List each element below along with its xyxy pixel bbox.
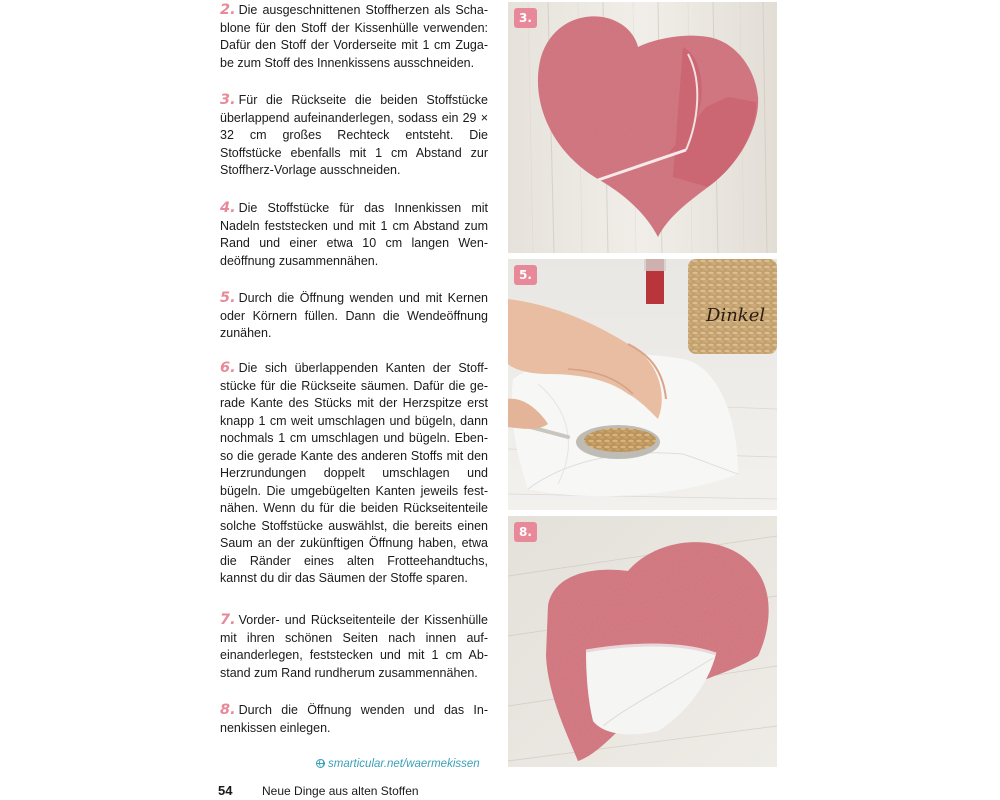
jar-label: Dinkel xyxy=(706,305,766,326)
step-text: Vorder- und Rückseitenteile der Kissenhülle mit ihren schönen Seiten nach innen aufeinanderlegen, feststecken und mit 1 cm Abstand zum Rand rundherum zusammennähen. xyxy=(220,613,488,680)
step-5 xyxy=(220,290,488,343)
step-text: Die ausgeschnittenen Stoffherzen als Schablone für den Stoff der Kissenhülle verwenden: Dafür den Stoff der Vorderseite mit 1 cm Zugabe zum Stoff des Innenkissens ausschneiden. xyxy=(220,3,488,70)
step-4 xyxy=(220,200,488,270)
photo-badge: 5. xyxy=(514,265,537,285)
step-7 xyxy=(220,612,488,682)
step-text: Die sich überlappenden Kanten der Stoffstücke für die Rückseite säumen. Dafür die gerade Kante des Stücks mit der Herzspitze erst knapp 1 cm weit umschlagen und bügeln, dann nochmals 1 cm umschlagen und bügeln. Ebenso die gerade Kante des anderen Stoffs mit den Herzrundungen doppelt umschlagen und bügeln. Die umgebügelten Kanten jeweils festnähen. Wenn du für die beiden Rückseitenteile solche Stoffstücke auswählst, die bereits einen Saum an der zukünftigen Öffnung haben, etwa die Ränder eines alten Frotteehandtuchs, kannst du dir das Säumen der Stoffe sparen. xyxy=(220,361,488,585)
source-link[interactable] xyxy=(316,758,480,770)
step-number: 4. xyxy=(220,200,236,216)
heart-fabric-image xyxy=(508,2,777,253)
step-2 xyxy=(220,2,488,72)
step-text: Durch die Öffnung wenden und mit Kernen oder Körnern füllen. Dann die Wendeöffnung zunähen. xyxy=(220,291,488,340)
step-number: 5. xyxy=(220,290,236,306)
step-number: 2. xyxy=(220,2,236,18)
step-text: Für die Rückseite die beiden Stoffstücke überlappend aufeinanderlegen, sodass ein 29 × 32 cm großes Rechteck entsteht. Die Stoffstücke ebenfalls mit 1 cm Abstand zur Stoffherz-Vorlage ausschneiden. xyxy=(220,93,488,177)
step-8 xyxy=(220,702,488,737)
step-text: Die Stoffstücke für das Innenkissen mit Nadeln feststecken und mit 1 cm Abstand zum Rand und einer etwa 10 cm langen Wendeöffnung zusammennähen. xyxy=(220,201,488,268)
heart-cushion-image xyxy=(508,516,777,767)
globe-icon xyxy=(316,759,325,768)
step-number: 8. xyxy=(220,702,236,718)
step-number: 7. xyxy=(220,612,236,628)
step-3 xyxy=(220,92,488,180)
step-number: 6. xyxy=(220,360,236,376)
filling-fabric-image xyxy=(508,259,777,510)
photo-badge: 8. xyxy=(514,522,537,542)
book-title: Neue Dinge aus alten Stoffen xyxy=(262,784,419,798)
photo-step-8 xyxy=(508,516,777,767)
photo-badge: 3. xyxy=(514,8,537,28)
step-number: 3. xyxy=(220,92,236,108)
step-6 xyxy=(220,360,488,588)
page-number: 54 xyxy=(218,783,233,798)
step-text: Durch die Öffnung wenden und das Innenkissen einlegen. xyxy=(220,703,488,735)
photo-step-3 xyxy=(508,2,777,253)
photo-step-5 xyxy=(508,259,777,510)
source-link-text[interactable]: smarticular.net/waermekissen xyxy=(328,758,480,770)
